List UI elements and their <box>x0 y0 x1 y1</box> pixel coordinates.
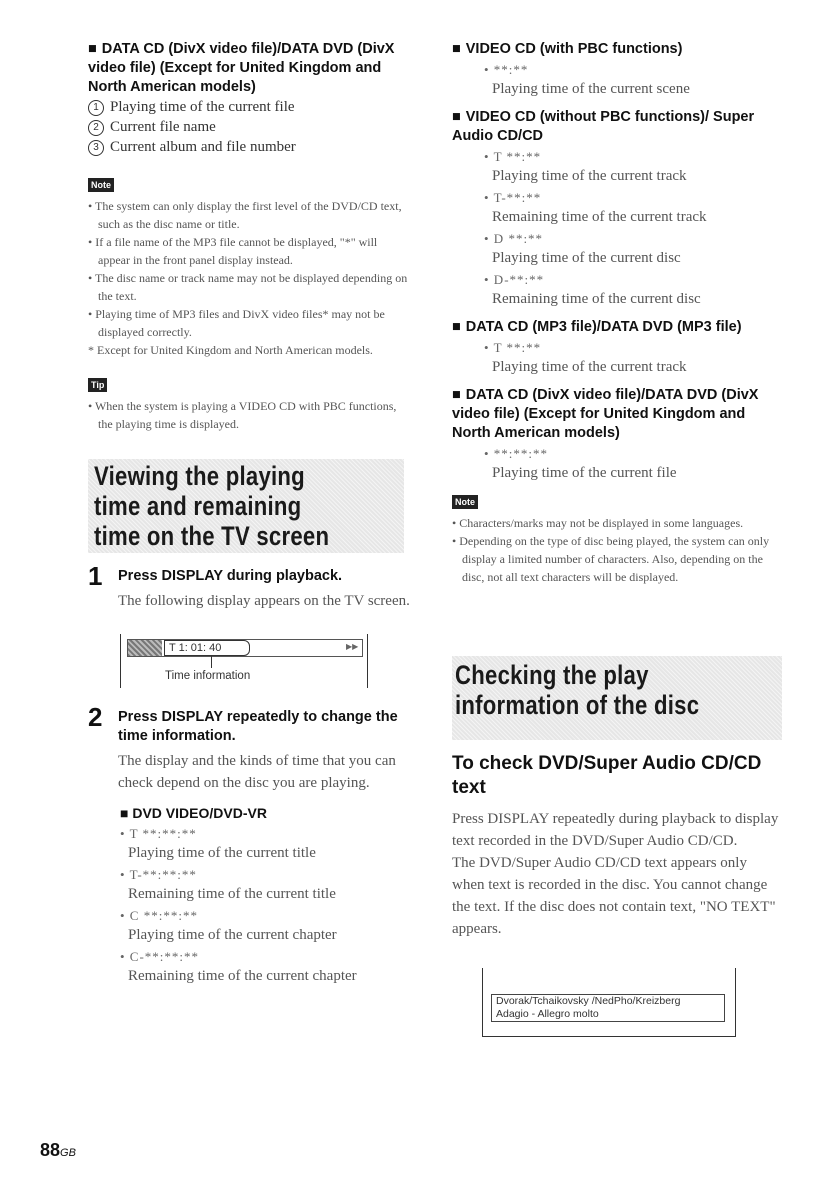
time-display-bar <box>127 639 363 657</box>
note-item: • Depending on the type of disc being played, the system can only display a limited number of characters. Also, depending on the disc, not all text characters will be displayed. <box>452 534 770 584</box>
step-text: The display and the kinds of time that you can check depend on the disc you are playing. <box>118 753 396 791</box>
section-heading-divx: ■ DATA CD (DivX video file)/DATA DVD (DivX video file) (Except for United Kingdom and North American models) <box>452 387 759 441</box>
list-item: • D-**:** Remaining time of the current disc <box>484 272 701 307</box>
list-item: • T **:** Playing time of the current track <box>484 149 687 184</box>
step-title: Press DISPLAY during playback. <box>118 568 343 584</box>
paragraph: The DVD/Super Audio CD/CD text appears only when text is recorded in the disc. You cannot change the text. If the disc does not contain text, "NO TEXT" appears. <box>452 855 776 937</box>
step-text: The following display appears on the TV screen. <box>118 593 410 609</box>
list-item: • C **:**:** Playing time of the current chapter <box>120 908 337 943</box>
disc-text-display <box>491 994 725 1022</box>
note-block <box>88 175 410 359</box>
note-item: • If a file name of the MP3 file cannot be displayed, "*" will appear in the front panel display instead. <box>88 235 378 267</box>
note-item: • Playing time of MP3 files and DivX video files* may not be displayed correctly. <box>88 307 385 339</box>
list-item: 1 Playing time of the current file <box>88 97 410 117</box>
tip-item: • When the system is playing a VIDEO CD with PBC functions, the playing time is displayed. <box>88 399 397 431</box>
list-item: • T-**:** Remaining time of the current track <box>484 190 707 225</box>
dvd-heading: ■ DVD VIDEO/DVD-VR <box>120 805 267 821</box>
disc-text-illustration <box>482 968 736 1037</box>
note-item: • Characters/marks may not be displayed in some languages. <box>452 516 744 530</box>
disc-text-line: Dvorak/Tchaikovsky /NedPho/Kreizberg <box>496 995 681 1007</box>
left-column <box>88 40 410 987</box>
section-banner-play-info <box>452 656 782 740</box>
footnote: * Except for United Kingdom and North American models. <box>88 343 373 357</box>
vcd-time-list <box>452 148 782 310</box>
subsection-heading: To check DVD/Super Audio CD/CD text <box>452 753 762 798</box>
dvd-time-list <box>88 825 410 987</box>
list-item: 3 Current album and file number <box>88 137 410 157</box>
section-heading-vcd-nopbc: ■ VIDEO CD (without PBC functions)/ Super Audio CD/CD <box>452 109 755 144</box>
step-number: 1 <box>88 561 103 591</box>
step-title: Press DISPLAY repeatedly to change the time information. <box>118 709 398 744</box>
note-label: Note <box>88 178 114 192</box>
disc-icon <box>128 640 162 656</box>
section-banner-playing-time <box>88 459 404 553</box>
divx-info-list <box>88 97 410 157</box>
banner-title: Viewing the playing time and remaining time on the TV screen <box>94 461 330 551</box>
section-heading-divx: ■ DATA CD (DivX video file)/DATA DVD (DivX video file) (Except for United Kingdom and North American models) <box>88 41 395 95</box>
display-caption: Time information <box>165 670 251 682</box>
list-item: • T **:**:** Playing time of the current title <box>120 826 316 861</box>
tip-block <box>88 375 410 433</box>
page-number: 88GB <box>40 1140 76 1160</box>
right-column <box>452 40 782 1037</box>
time-readout: T 1: 01: 40 <box>164 640 250 656</box>
note-block <box>452 492 782 586</box>
note-item: • The disc name or track name may not be displayed depending on the text. <box>88 271 408 303</box>
note-label: Note <box>452 495 478 509</box>
step-1 <box>88 561 410 612</box>
play-status-icon: ▶▶ <box>346 642 359 651</box>
list-item: • T **:** Playing time of the current track <box>484 340 687 375</box>
list-item: • **:**:** Playing time of the current file <box>484 446 677 481</box>
list-item: • **:** Playing time of the current scene <box>484 62 690 97</box>
note-item: • The system can only display the first level of the DVD/CD text, such as the disc name or title. <box>88 199 402 231</box>
disc-text-line: Adagio - Allegro molto <box>496 1008 599 1020</box>
step-number: 2 <box>88 702 103 732</box>
list-item: 2 Current file name <box>88 117 410 137</box>
list-item: • D **:** Playing time of the current disc <box>484 231 681 266</box>
list-item: • T-**:**:** Remaining time of the current title <box>120 867 336 902</box>
tv-display-illustration <box>120 634 368 688</box>
section-heading-mp3: ■ DATA CD (MP3 file)/DATA DVD (MP3 file) <box>452 319 742 335</box>
tip-label: Tip <box>88 378 107 392</box>
callout-line <box>211 656 212 668</box>
list-item: • C-**:**:** Remaining time of the current chapter <box>120 949 357 984</box>
banner-title: Checking the play information of the disc <box>455 660 700 720</box>
paragraph: Press DISPLAY repeatedly during playback to display text recorded in the DVD/Super Audio CD/CD. <box>452 811 779 849</box>
section-heading-vcd-pbc: ■ VIDEO CD (with PBC functions) <box>452 41 683 57</box>
step-2 <box>88 702 410 794</box>
